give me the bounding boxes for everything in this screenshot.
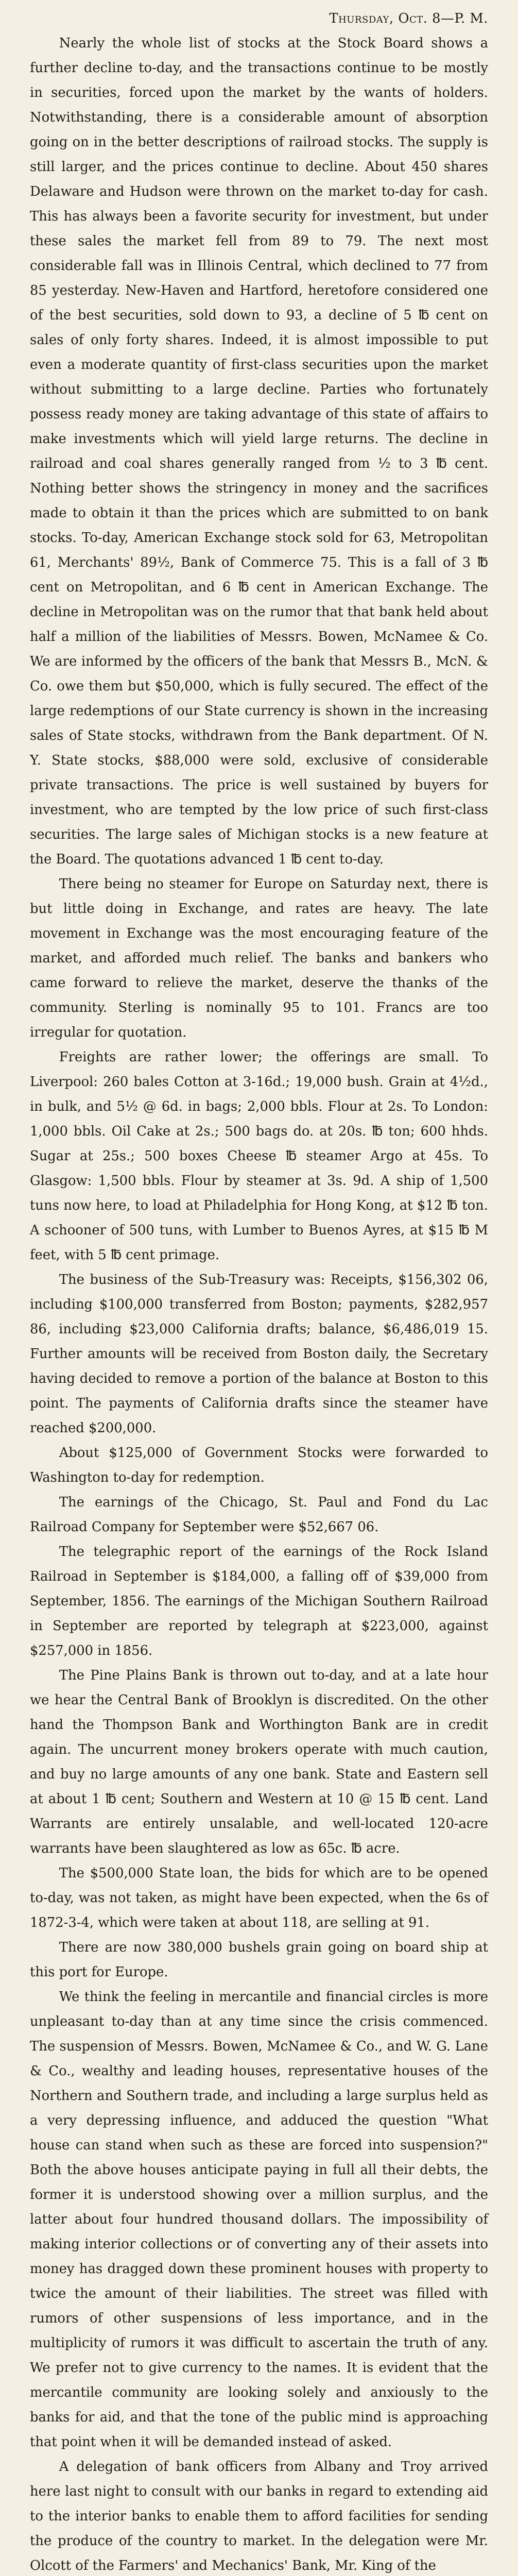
paragraph-bank-delegation: A delegation of bank officers from Albany and Troy arrived here last night to consult with our banks in regard to extending aid to the interior banks to enable them to afford facilities for sending the produce of the country to market. In the delegation were Mr. Olcott of the Farmers' and Mechanics' Bank, Mr. King of the — [30, 2459, 488, 2573]
paragraph-chicago-railroad: The earnings of the Chicago, St. Paul and Fond du Lac Railroad Company for September were $52,667 06. — [30, 1495, 488, 1535]
paragraph-grain-shipments: There are now 380,000 bushels grain going on board ship at this port for Europe. — [30, 1940, 488, 1980]
paragraph-rock-island-earnings: The telegraphic report of the earnings of the Rock Island Railroad in September is $184,000, a falling off of $39,000 from September, 1856. The earnings of the Michigan Southern Railroad in September are reported by telegraph at $223,000, against $257,000 in 1856. — [30, 1544, 488, 1658]
paragraph-state-loan: The $500,000 State loan, the bids for which are to be opened to-day, was not taken, as might have been expected, when the 6s of 1872-3-4, which were taken at about 118, are selling at 91. — [30, 1866, 488, 1930]
paragraph-sub-treasury: The business of the Sub-Treasury was: Receipts, $156,302 06, including $100,000 transferred from Boston; payments, $282,957 86, including $23,000 California drafts; balance, $6,486,019 15. Further amounts will be received from Boston daily, the Secretary having decided to remove a portion of the balance at Boston to this point. The payments of California drafts since the steamer have reached $200,000. — [30, 1272, 488, 1436]
dateline — [30, 6, 488, 31]
paragraph-mercantile-feeling: We think the feeling in mercantile and financial circles is more unpleasant to-day than at any time since the crisis commenced. The suspension of Messrs. Bowen, McNamee & Co., and W. G. Lane & Co., wealthy and leading houses, representative houses of the Northern and Southern trade, and including a large surplus held as a very depressing influence, and adduced the question "What house can stand when such as these are forced into suspension?" Both the above houses anticipate paying in full all their debts, the former it is understood showing over a million surplus, and the latter about four hundred thousand dollars. The impossibility of making interior collections or of converting any of their assets into money has dragged down these prominent houses with property to twice the amount of their liabilities. The street was filled with rumors of other suspensions of less importance, and in the multiplicity of rumors it was difficult to ascertain the truth of any. We prefer not to give currency to the names. It is evident that the mercantile community are looking solely and anxiously to the banks for aid, and that the tone of the public mind is approaching that point when it will be demanded instead of asked. — [30, 1989, 488, 2450]
news-column — [30, 6, 488, 2576]
paragraph-stock-board: Nearly the whole list of stocks at the Stock Board shows a further decline to-day, and the transactions continue to be mostly in securities, forced upon the market by the wants of holders. Notwithstanding, there is a considerable amount of absorption going on in the better descriptions of railroad stocks. The supply is still larger, and the prices continue to decline. About 450 shares Delaware and Hudson were thrown on the market to-day for cash. This has always been a favorite security for investment, but under these sales the market fell from 89 to 79. The next most considerable fall was in Illinois Central, which declined to 77 from 85 yesterday. New-Haven and Hartford, heretofore considered one of the best securities, sold down to 93, a decline of 5 ℔ cent on sales of only forty shares. Indeed, it is almost impossible to put even a moderate quantity of first-class securities upon the market without submitting to a large decline. Parties who fortunately possess ready money are taking advantage of this state of affairs to make investments which will yield large returns. The decline in railroad and coal shares generally ranged from ½ to 3 ℔ cent. Nothing better shows the stringency in money and the sacrifices made to obtain it than the prices which are submitted to on bank stocks. To-day, American Exchange stock sold for 63, Metropolitan 61, Merchants' 89½, Bank of Commerce 75. This is a fall of 3 ℔ cent on Metropolitan, and 6 ℔ cent in American Exchange. The decline in Metropolitan was on the rumor that that bank held about half a million of the liabilities of Messrs. Bowen, McNamee & Co. We are informed by the officers of the bank that Messrs B., McN. & Co. owe them but $50,000, which is fully secured. The effect of the large redemptions of our State currency is shown in the increasing sales of State stocks, withdrawn from the Bank department. Of N. Y. State stocks, $88,000 were sold, exclusive of considerable private transactions. The price is well sustained by buyers for investment, who are tempted by the low price of such first-class securities. The large sales of Michigan stocks is a new feature at the Board. The quotations advanced 1 ℔ cent to-day. — [30, 36, 488, 867]
paragraph-government-stocks: About $125,000 of Government Stocks were forwarded to Washington to-day for redemption. — [30, 1445, 488, 1485]
paragraph-pine-plains-bank: The Pine Plains Bank is thrown out to-day, and at a late hour we hear the Central Bank of Brooklyn is discredited. On the other hand the Thompson Bank and Worthington Bank are in credit again. The uncurrent money brokers operate with much caution, and buy no large amounts of any one bank. State and Eastern sell at about 1 ℔ cent; Southern and Western at 10 @ 15 ℔ cent. Land Warrants are entirely unsalable, and well-located 120-acre warrants have been slaughtered as low as 65c. ℔ acre. — [30, 1668, 488, 1856]
dateline-text: Thursday, Oct. 8—P. M. — [329, 11, 488, 26]
paragraph-exchange: There being no steamer for Europe on Saturday next, there is but little doing in Exchange, and rates are heavy. The late movement in Exchange was the most encouraging feature of the market, and afforded much relief. The banks and bankers who came forward to relieve the market, deserve the thanks of the community. Sterling is nominally 95 to 101. Francs are too irregular for quotation. — [30, 876, 488, 1040]
paragraph-freights: Freights are rather lower; the offerings are small. To Liverpool: 260 bales Cotton at 3-16d.; 19,000 bush. Grain at 4½d., in bulk, and 5½ @ 6d. in bags; 2,000 bbls. Flour at 2s. To London: 1,000 bbls. Oil Cake at 2s.; 500 bags do. at 20s. ℔ ton; 600 hhds. Sugar at 25s.; 500 boxes Cheese ℔ steamer Argo at 45s. To Glasgow: 1,500 bbls. Flour by steamer at 3s. 9d. A ship of 1,500 tuns now here, to load at Philadelphia for Hong Kong, at $12 ℔ ton. A schooner of 500 tuns, with Lumber to Buenos Ayres, at $15 ℔ M feet, with 5 ℔ cent primage. — [30, 1049, 488, 1263]
